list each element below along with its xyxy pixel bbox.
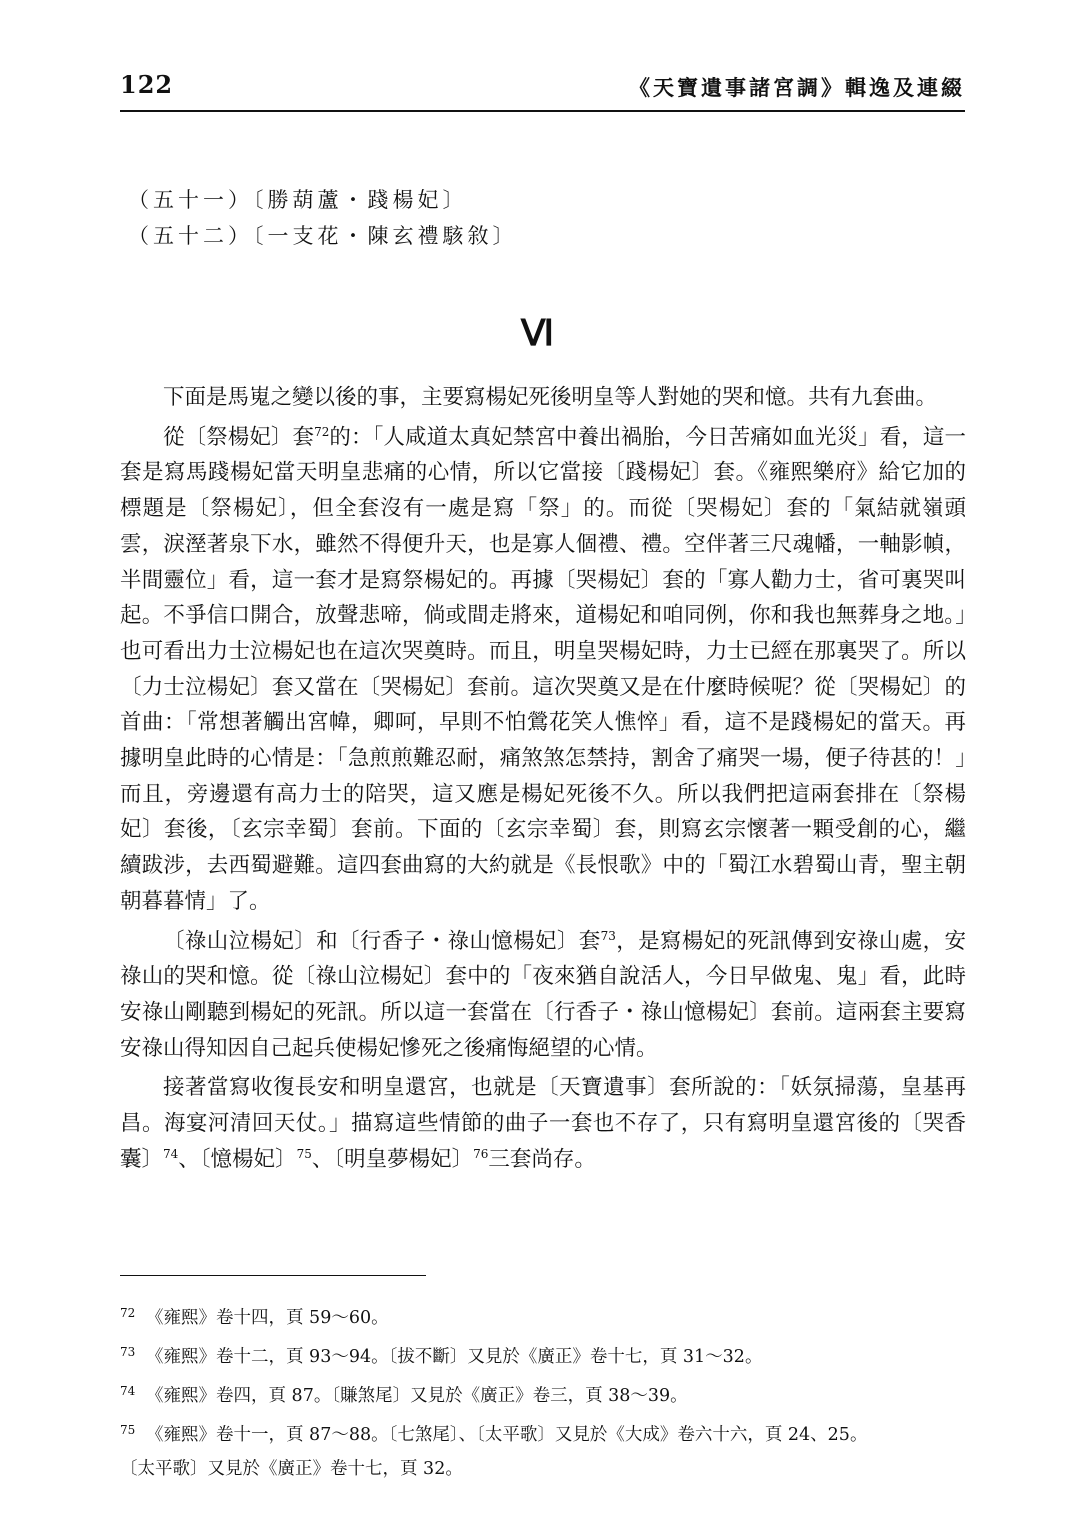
footnote-number: 72	[120, 1306, 136, 1320]
paragraph-3	[120, 924, 966, 1067]
note-ref-76: 76	[473, 1146, 489, 1161]
paragraph-4-seg-1: 接著當寫收復長安和明皇還宮，也就是〔天寶遺事〕套所說的：「妖氛掃蕩，皇基再昌。海宴河清回天仗。」描寫這些情節的曲子一套也不存了，只有寫明皇還宮後的〔哭香囊〕	[120, 1075, 966, 1172]
footnote-75-continuation: 〔太平歌〕又見於《廣正》卷十七，頁 32。	[120, 1459, 463, 1479]
footnote-72	[120, 1296, 966, 1335]
body-text	[120, 380, 966, 1177]
paragraph-4-seg-4: 三套尚存。	[488, 1146, 596, 1172]
footnote-text: 《雍熙》卷十一，頁 87～88。〔七煞尾〕、〔太平歌〕又見於《大成》卷六十六，頁 24、25。	[146, 1425, 868, 1445]
paragraph-2-start: 從〔祭楊妃〕套	[163, 424, 315, 450]
note-ref-74: 74	[163, 1146, 179, 1161]
paragraph-4-seg-3: 、〔明皇夢楊妃〕	[311, 1146, 474, 1172]
footnote-75	[120, 1413, 966, 1452]
footnote-73	[120, 1335, 966, 1374]
note-ref-72: 72	[314, 424, 330, 439]
entry-52: （五十二）〔一支花・陳玄禮駭敘〕	[128, 224, 518, 248]
note-ref-73: 73	[600, 928, 616, 943]
footnote-text: 《雍熙》卷十二，頁 93～94。〔拔不斷〕又見於《廣正》卷十七，頁 31～32。	[146, 1347, 763, 1367]
paragraph-3-rest: ，是寫楊妃的死訊傳到安祿山處，安祿山的哭和憶。從〔祿山泣楊妃〕套中的「夜來猶自說活人，今日早做鬼、鬼」看，此時安祿山剛聽到楊妃的死訊。所以這一套當在〔行香子・祿山憶楊妃〕套前。這兩套主要寫安祿山得知因自己起兵使楊妃慘死之後痛悔絕望的心情。	[120, 928, 966, 1061]
entry-51: （五十一）〔勝葫蘆・踐楊妃〕	[128, 188, 468, 212]
footnote-text: 《雍熙》卷十四，頁 59～60。	[146, 1308, 389, 1328]
footnote-74	[120, 1374, 966, 1413]
page-header	[120, 70, 965, 106]
header-rule	[120, 110, 965, 112]
paragraph-4-seg-2: 、〔憶楊妃〕	[178, 1146, 297, 1172]
footnote-number: 75	[120, 1423, 136, 1437]
page-number: 122	[120, 70, 174, 99]
paragraph-4	[120, 1070, 966, 1177]
paragraph-1: 下面是馬嵬之變以後的事，主要寫楊妃死後明皇等人對她的哭和憶。共有九套曲。	[163, 385, 938, 410]
paragraph-3-start: 〔祿山泣楊妃〕和〔行香子・祿山憶楊妃〕套	[163, 928, 601, 954]
footnotes	[120, 1296, 966, 1486]
footnote-rule	[120, 1275, 426, 1276]
running-title: 《天寶遺事諸宮調》輯逸及連綴	[629, 75, 965, 100]
section-heading: Ⅵ	[520, 313, 555, 353]
note-ref-75: 75	[296, 1146, 312, 1161]
footnote-number: 74	[120, 1384, 136, 1398]
footnote-number: 73	[120, 1345, 136, 1359]
paragraph-2-rest: 的：「人咸道太真妃禁宮中養出禍胎，今日苦痛如血光災」看，這一套是寫馬踐楊妃當天明皇悲痛的心情，所以它當接〔踐楊妃〕套。《雍熙樂府》給它加的標題是〔祭楊妃〕，但全套沒有一處是寫「祭」的。而從〔哭楊妃〕套的「氣結就嶺頭雲，淚溼著泉下水，雖然不得便升天，也是寡人個禮、禮。空伴著三尺魂幡，一軸影幀，半間靈位」看，這一套才是寫祭楊妃的。再據〔哭楊妃〕套的「寡人勸力士，省可裏哭叫起。不爭信口開合，放聲悲啼，倘或間走將來，道楊妃和咱同例，你和我也無葬身之地。」也可看出力士泣楊妃也在這次哭奠時。而且，明皇哭楊妃時，力士已經在那裏哭了。所以〔力士泣楊妃〕套又當在〔哭楊妃〕套前。這次哭奠又是在什麼時候呢？從〔哭楊妃〕的首曲：「常想著觸出宮幃，卿呵，早則不怕鶯花笑人憔悴」看，這不是踐楊妃的當天。再據明皇此時的心情是：「急煎煎難忍耐，痛煞煞怎禁持，割舍了痛哭一場，便子待甚的！」而且，旁邊還有高力士的陪哭，這又應是楊妃死後不久。所以我們把這兩套排在〔祭楊妃〕套後，〔玄宗幸蜀〕套前。下面的〔玄宗幸蜀〕套，則寫玄宗懷著一顆受創的心，繼續跋涉，去西蜀避難。這四套曲寫的大約就是《長恨歌》中的「蜀江水碧蜀山青，聖主朝朝暮暮情」了。	[120, 424, 966, 914]
paragraph-2	[120, 420, 966, 920]
footnote-text: 《雍熙》卷四，頁 87。〔賺煞尾〕又見於《廣正》卷三，頁 38～39。	[146, 1386, 688, 1406]
